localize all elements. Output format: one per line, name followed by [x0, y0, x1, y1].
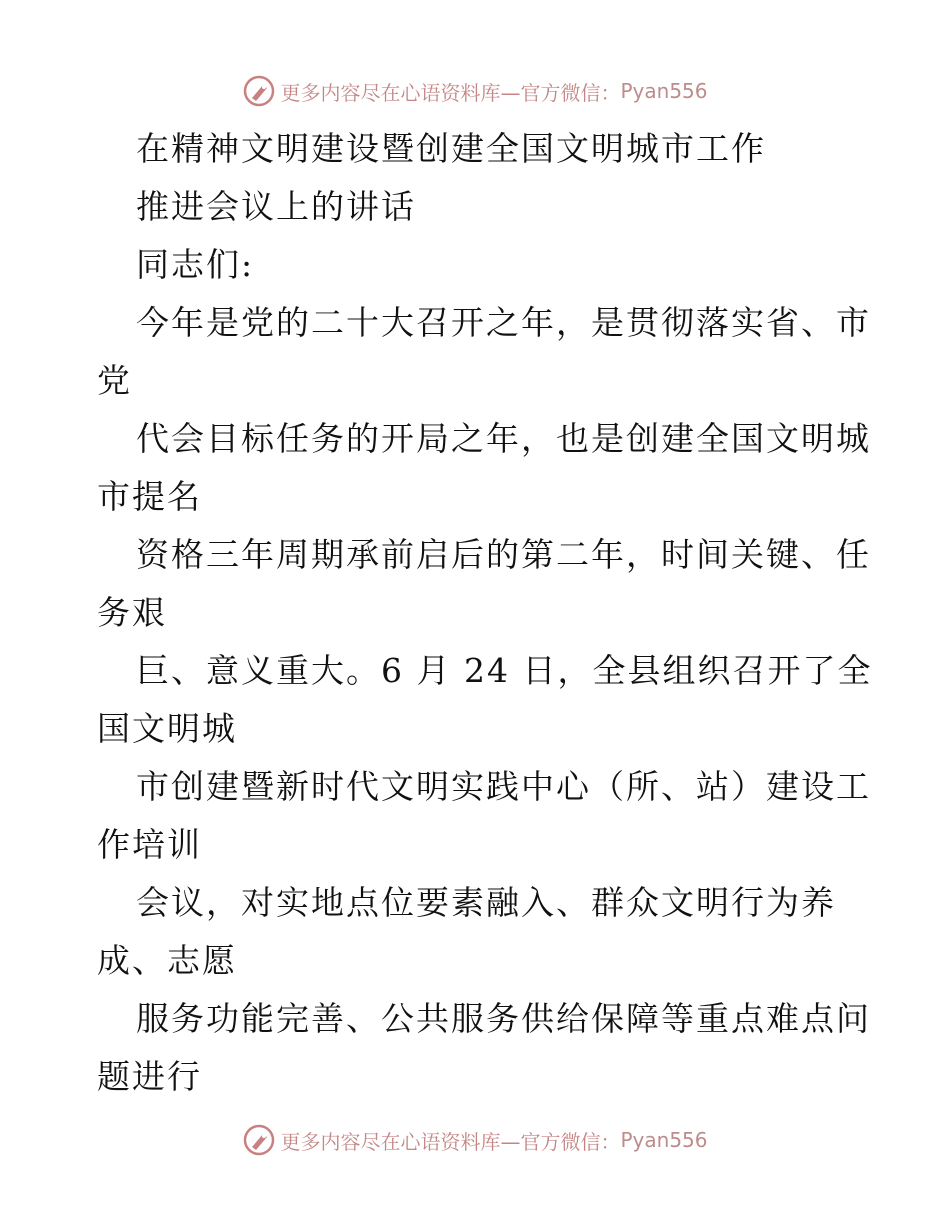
doc-line: 市提名 [97, 477, 202, 516]
doc-line: 市创建暨新时代文明实践中心（所、站）建设工 [136, 767, 871, 806]
doc-line: 代会目标任务的开局之年，也是创建全国文明城 [136, 419, 871, 458]
doc-line: 作培训 [97, 825, 202, 864]
banner-text [280, 77, 707, 106]
doc-line: 在精神文明建设暨创建全国文明城市工作 [136, 129, 766, 168]
doc-line: 巨、意义重大。6 月 24 日，全县组织召开了全 [136, 651, 873, 690]
doc-line: 服务功能完善、公共服务供给保障等重点难点问 [136, 999, 871, 1038]
doc-line: 推进会议上的讲话 [136, 187, 416, 226]
footer-watermark-banner [0, 1120, 950, 1160]
doc-line: 会议，对实地点位要素融入、群众文明行为养 [136, 883, 836, 922]
doc-line: 务艰 [97, 593, 167, 632]
doc-line: 国文明城 [97, 709, 237, 748]
doc-line: 党 [97, 361, 132, 400]
pen-nib-logo-icon [242, 74, 276, 108]
banner-text [280, 1126, 707, 1155]
pen-nib-logo-icon [242, 1123, 276, 1157]
banner-handle: Pyan556 [620, 1128, 708, 1152]
doc-line: 题进行 [97, 1057, 202, 1096]
doc-line: 今年是党的二十大召开之年，是贯彻落实省、市 [136, 303, 871, 342]
header-watermark-banner [0, 71, 950, 111]
banner-main-text: 更多内容尽在心语资料库—官方微信： [280, 80, 621, 105]
banner-handle: Pyan556 [620, 79, 708, 103]
doc-line: 成、志愿 [97, 941, 237, 980]
banner-main-text: 更多内容尽在心语资料库—官方微信： [280, 1129, 621, 1154]
doc-line: 同志们: [136, 245, 255, 284]
doc-line: 资格三年周期承前启后的第二年，时间关键、任 [136, 535, 871, 574]
